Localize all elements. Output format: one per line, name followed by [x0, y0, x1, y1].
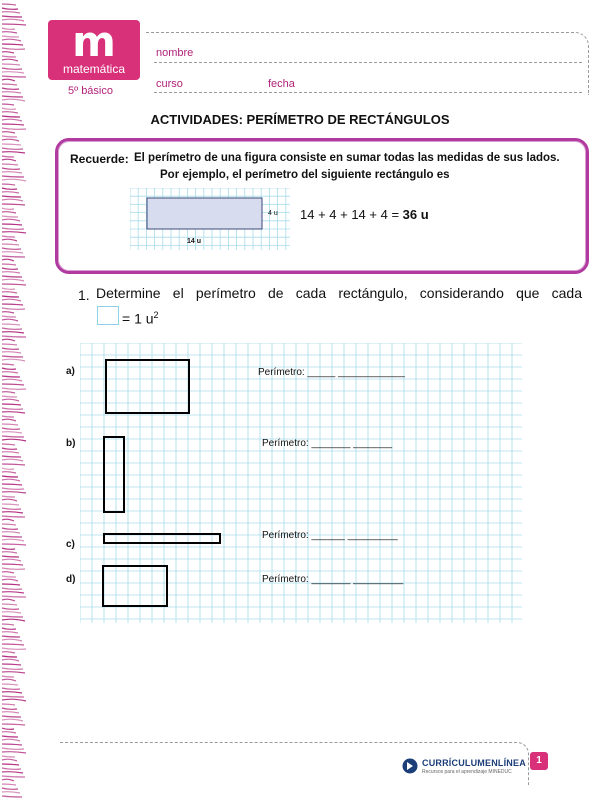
- item-d-answer[interactable]: Perímetro: _______ _________: [262, 574, 404, 585]
- logo-letter: m: [72, 17, 116, 66]
- course-label: curso: [156, 78, 183, 90]
- unit-square: [97, 306, 119, 325]
- item-a-answer[interactable]: Perímetro: _____ ____________: [258, 367, 405, 378]
- name-label: nombre: [156, 47, 194, 59]
- item-b-answer[interactable]: Perímetro: _______ _______: [262, 438, 393, 449]
- item-b-label: b): [66, 438, 76, 449]
- curriculum-name: CURRÍCULUMENLÍNEA: [422, 758, 526, 768]
- reminder-line-1: El perímetro de una figura consiste en sumar todas las medidas de sus lados.: [134, 152, 560, 164]
- item-d-label: d): [66, 574, 76, 585]
- item-c-label: c): [66, 539, 75, 550]
- rectangle-a: [106, 360, 189, 413]
- item-c-answer[interactable]: Perímetro: ______ _________: [262, 530, 398, 541]
- date-label: fecha: [268, 78, 295, 90]
- unit-exponent: 2: [153, 310, 159, 320]
- example-formula: [300, 207, 429, 222]
- reminder-label: Recuerde:: [70, 152, 129, 166]
- course-date-field[interactable]: [154, 92, 582, 93]
- example-rectangle: [147, 198, 262, 229]
- curriculum-sub: Recursos para el aprendizaje MINEDUC: [422, 769, 512, 775]
- question-number: 1.: [78, 287, 90, 303]
- page-title: ACTIVIDADES: PERÍMETRO DE RECTÁNGULOS: [150, 112, 450, 127]
- unit-text: = 1 u: [122, 310, 154, 327]
- example-base-label: 14 u: [187, 238, 202, 245]
- question-text: Determine el perímetro de cada rectángulo, considerando que cada: [96, 285, 582, 301]
- reminder-line-2: Por ejemplo, el perímetro del siguiente rectángulo es: [160, 169, 450, 181]
- grade-label: 5º básico: [68, 85, 113, 97]
- rectangle-b: [104, 437, 124, 512]
- example-side-label: 4 u: [268, 210, 278, 217]
- formula-text: 14 + 4 + 14 + 4 =: [300, 207, 403, 222]
- unit-definition: [122, 310, 159, 327]
- curriculum-icon: [402, 758, 418, 774]
- example-grid: [130, 188, 290, 250]
- item-a-label: a): [66, 366, 75, 377]
- formula-result: 36 u: [402, 207, 429, 222]
- page-number: 1: [530, 752, 548, 770]
- rectangle-d: [103, 566, 167, 606]
- logo: [48, 17, 140, 80]
- name-field[interactable]: [154, 62, 582, 63]
- header-fields-box: [146, 32, 589, 95]
- logo-word: matemática: [62, 62, 126, 76]
